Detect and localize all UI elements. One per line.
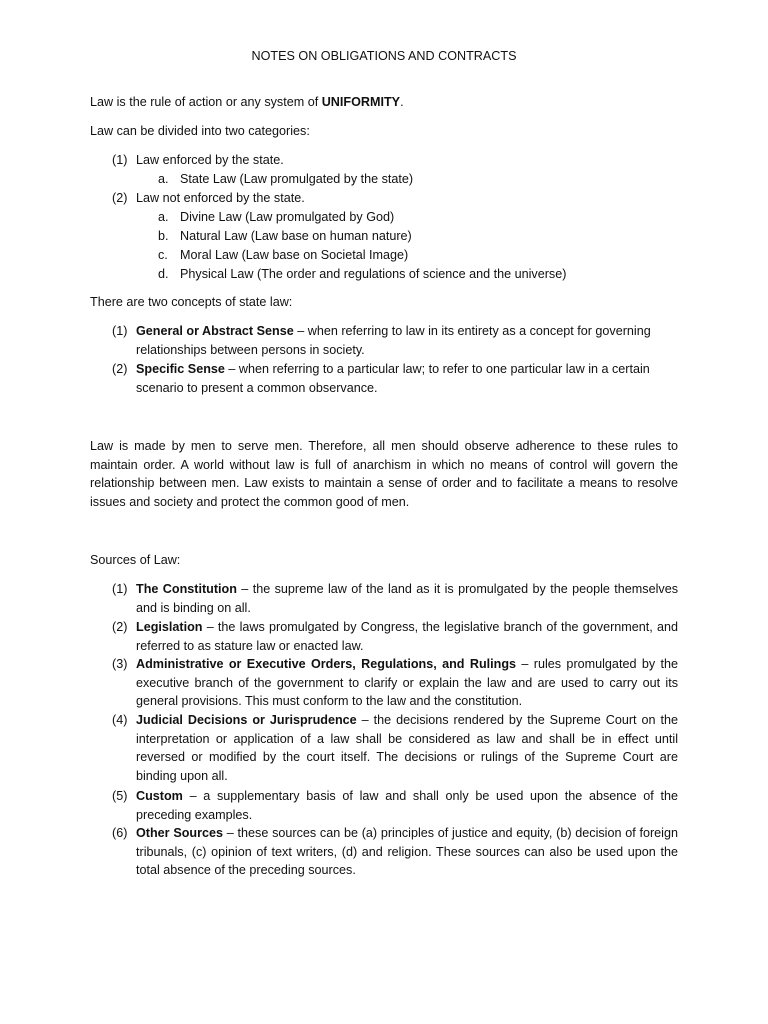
sources-intro: Sources of Law: — [90, 553, 181, 567]
source-term: Legislation — [136, 620, 203, 634]
subitem-text: Moral Law (Law base on Societal Image) — [180, 248, 409, 262]
definition-end: . — [400, 95, 404, 109]
category-subitem — [158, 246, 678, 265]
concept-item — [112, 360, 678, 397]
definition-text: is the rule of action or any system of — [113, 95, 322, 109]
source-item — [112, 824, 678, 880]
source-term: Administrative or Executive Orders, Regulations, and Rulings — [136, 657, 517, 671]
source-number: (4) — [112, 713, 128, 727]
source-text: – a supplementary basis of law and shall only be used upon the absence of the preceding examples. — [136, 789, 678, 822]
source-text: – rules promulgated by the executive branch of the government to clarify or explain the law and are used to carry out its general provisions. This must conform to the law and the constitution. — [136, 657, 678, 709]
source-term: Other Sources — [136, 826, 224, 840]
category-text: Law not enforced by the state. — [136, 191, 305, 205]
source-item — [112, 787, 678, 824]
category-text: Law enforced by the state. — [136, 153, 284, 167]
category-subitem — [158, 170, 678, 189]
law-definition — [90, 93, 678, 112]
categories-intro: Law can be divided into two categories: — [90, 124, 310, 138]
source-item — [112, 655, 678, 711]
source-term: Custom — [136, 789, 183, 803]
concept-number: (1) — [112, 324, 128, 338]
concept-item — [112, 322, 678, 359]
subitem-letter: c. — [158, 248, 168, 262]
source-item — [112, 580, 678, 617]
category-subitem — [158, 265, 678, 284]
source-term: The Constitution — [136, 582, 237, 596]
source-number: (3) — [112, 657, 128, 671]
subitem-text: Natural Law (Law base on human nature) — [180, 229, 412, 243]
subitem-letter: d. — [158, 267, 169, 281]
body-paragraph: Law is made by men to serve men. Therefore, all men should observe adherence to these rules to maintain order. A world without law is full of anarchism in which no means of control will govern the relationship between men. Law exists to maintain a sense of order and to facilitate a means to resolve issues and society and protect the common good of men. — [90, 439, 678, 509]
source-number: (5) — [112, 789, 128, 803]
concept-text: – when referring to law in its entirety as a concept for governing relationships between persons in society. — [136, 324, 651, 357]
source-number: (1) — [112, 582, 128, 596]
source-text: – the supreme law of the land as it is promulgated by the people themselves and is binding on all. — [136, 582, 678, 615]
source-number: (2) — [112, 620, 128, 634]
subitem-letter: a. — [158, 172, 169, 186]
subitem-text: Divine Law (Law promulgated by God) — [180, 210, 395, 224]
subitem-text: State Law (Law promulgated by the state) — [180, 172, 414, 186]
subitem-text: Physical Law (The order and regulations of science and the universe) — [180, 267, 567, 281]
concept-term: General or Abstract Sense — [136, 324, 294, 338]
category-subitem — [158, 227, 678, 246]
category-subitem — [158, 208, 678, 227]
concepts-intro: There are two concepts of state law: — [90, 295, 293, 309]
source-text: – the decisions rendered by the Supreme Court on the interpretation or application of a law shall be considered as law and shall be in effect until reversed or modified by the court itself. The decisions or rulings of the Supreme Court are binding upon all. — [136, 713, 678, 783]
category-item — [112, 151, 678, 170]
concept-text: – when referring to a particular law; to refer to one particular law in a certain scenario to present a common observance. — [136, 362, 650, 395]
category-number: (1) — [112, 153, 128, 167]
document-title: NOTES ON OBLIGATIONS AND CONTRACTS — [251, 49, 517, 63]
source-item — [112, 618, 678, 655]
definition-term: Law — [90, 95, 114, 109]
concept-number: (2) — [112, 362, 128, 376]
source-term: Judicial Decisions or Jurisprudence — [136, 713, 357, 727]
category-number: (2) — [112, 191, 128, 205]
concept-term: Specific Sense — [136, 362, 225, 376]
source-text: – these sources can be (a) principles of justice and equity, (b) decision of foreign tribunals, (c) opinion of text writers, (d) and religion. These sources can also be used upon the total absence of the preceding sources. — [136, 826, 678, 878]
subitem-letter: b. — [158, 229, 169, 243]
source-text: – the laws promulgated by Congress, the legislative branch of the government, and referred to as stature law or enacted law. — [136, 620, 678, 653]
definition-emphasis: UNIFORMITY — [321, 95, 401, 109]
source-number: (6) — [112, 826, 128, 840]
source-item — [112, 711, 678, 785]
category-item — [112, 189, 678, 208]
subitem-letter: a. — [158, 210, 169, 224]
